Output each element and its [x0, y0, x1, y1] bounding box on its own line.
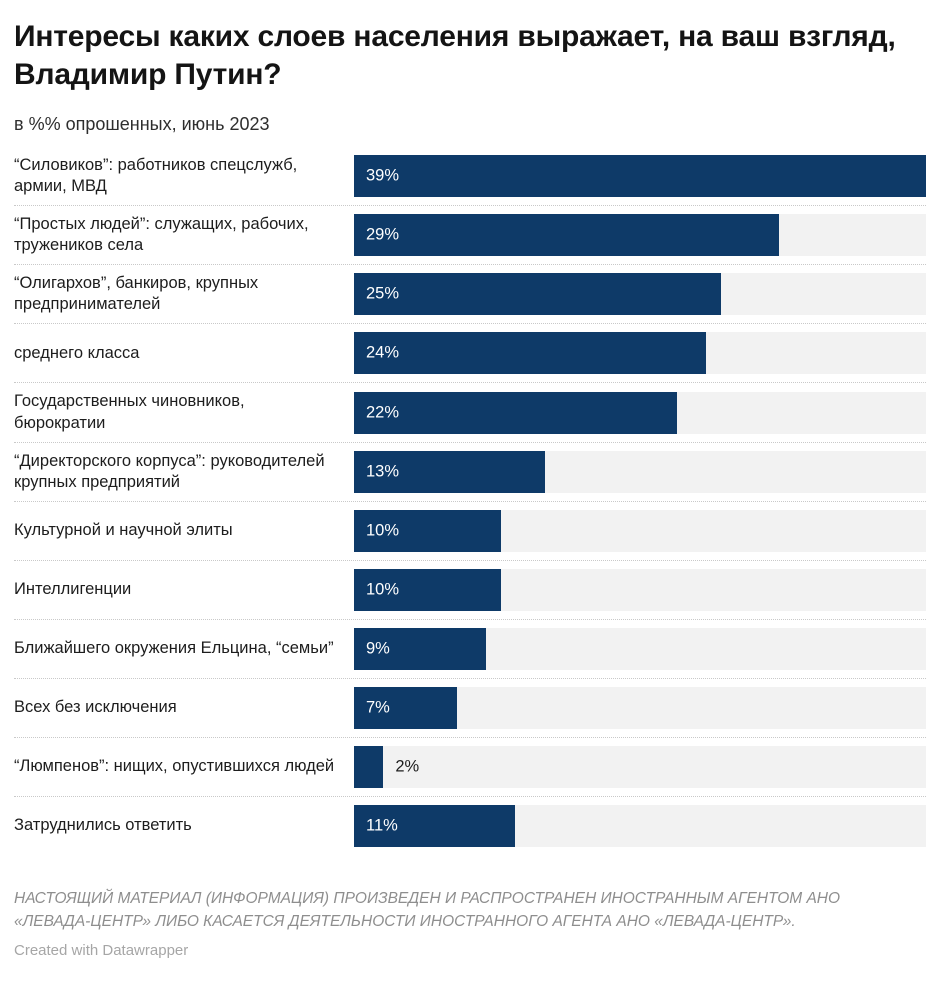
category-label: Государственных чиновников, бюрократии: [14, 392, 245, 432]
category-label: среднего класса: [14, 343, 140, 362]
chart-row: [14, 264, 926, 323]
value-label: 9%: [366, 639, 390, 658]
chart-row: [14, 796, 926, 855]
bar: [354, 332, 706, 374]
datawrapper-credit: Created with Datawrapper: [14, 942, 189, 960]
chart-row: [14, 737, 926, 796]
category-label: Затруднились ответить: [14, 816, 192, 835]
chart-row: [14, 147, 926, 205]
chart-title: Интересы каких слоев населения выражает, на ваш взгляд, Владимир Путин?: [14, 20, 896, 92]
bar: [354, 746, 383, 788]
value-label: 22%: [366, 403, 400, 422]
chart-row: [14, 442, 926, 501]
value-label: 10%: [366, 521, 400, 540]
bar-track: [354, 392, 926, 434]
category-label: “Олигархов”, банкиров, крупных предпринимателей: [14, 274, 259, 314]
bar: [354, 392, 677, 434]
category-label: Всех без исключения: [14, 698, 177, 717]
value-label: 7%: [366, 698, 390, 717]
value-label: 29%: [366, 225, 400, 244]
category-label: “Директорского корпуса”: руководителей крупных предприятий: [14, 451, 325, 491]
category-label: “Люмпенов”: нищих, опустившихся людей: [14, 757, 335, 776]
bar: [354, 273, 721, 315]
chart-row: [14, 501, 926, 560]
value-label: 39%: [366, 166, 400, 185]
value-label: 24%: [366, 343, 400, 362]
chart-subtitle: в %% опрошенных, июнь 2023: [14, 113, 270, 134]
value-label: 2%: [395, 757, 420, 776]
bar-track: [354, 805, 926, 847]
bar-track: [354, 332, 926, 374]
category-label: “Простых людей”: служащих, рабочих, тружеников села: [14, 215, 309, 255]
chart-rows: [14, 147, 926, 855]
category-label: “Силовиков”: работников спецслужб, армии, МВД: [14, 155, 298, 195]
bar-track: [354, 273, 926, 315]
bar-track: [354, 214, 926, 256]
category-label: Ближайшего окружения Ельцина, “семьи”: [14, 639, 334, 658]
value-label: 13%: [366, 462, 400, 481]
bar: [354, 155, 926, 197]
value-label: 25%: [366, 284, 400, 303]
value-label: 10%: [366, 580, 400, 599]
chart-row: [14, 382, 926, 441]
bar-track: [354, 510, 926, 552]
bar-track: [354, 569, 926, 611]
bar-track: [354, 746, 926, 788]
value-label: 11%: [366, 816, 398, 835]
chart-row: [14, 619, 926, 678]
bar-track: [354, 687, 926, 729]
chart-row: [14, 323, 926, 382]
chart-row: [14, 205, 926, 264]
chart-row: [14, 560, 926, 619]
category-label: Культурной и научной элиты: [14, 521, 233, 540]
bar: [354, 214, 779, 256]
bar-track: [354, 155, 926, 197]
chart-row: [14, 678, 926, 737]
bar-track: [354, 451, 926, 493]
foreign-agent-disclaimer: НАСТОЯЩИЙ МАТЕРИАЛ (ИНФОРМАЦИЯ) ПРОИЗВЕДЕН И РАСПРОСТРАНЕН ИНОСТРАННЫМ АГЕНТОМ АНО «ЛЕВАДА-ЦЕНТР» ЛИБО КАСАЕТСЯ ДЕЯТЕЛЬНОСТИ ИНОСТРАННОГО АГЕНТА АНО «ЛЕВАДА-ЦЕНТР».: [14, 889, 841, 931]
category-label: Интеллигенции: [14, 580, 132, 599]
bar-track: [354, 628, 926, 670]
